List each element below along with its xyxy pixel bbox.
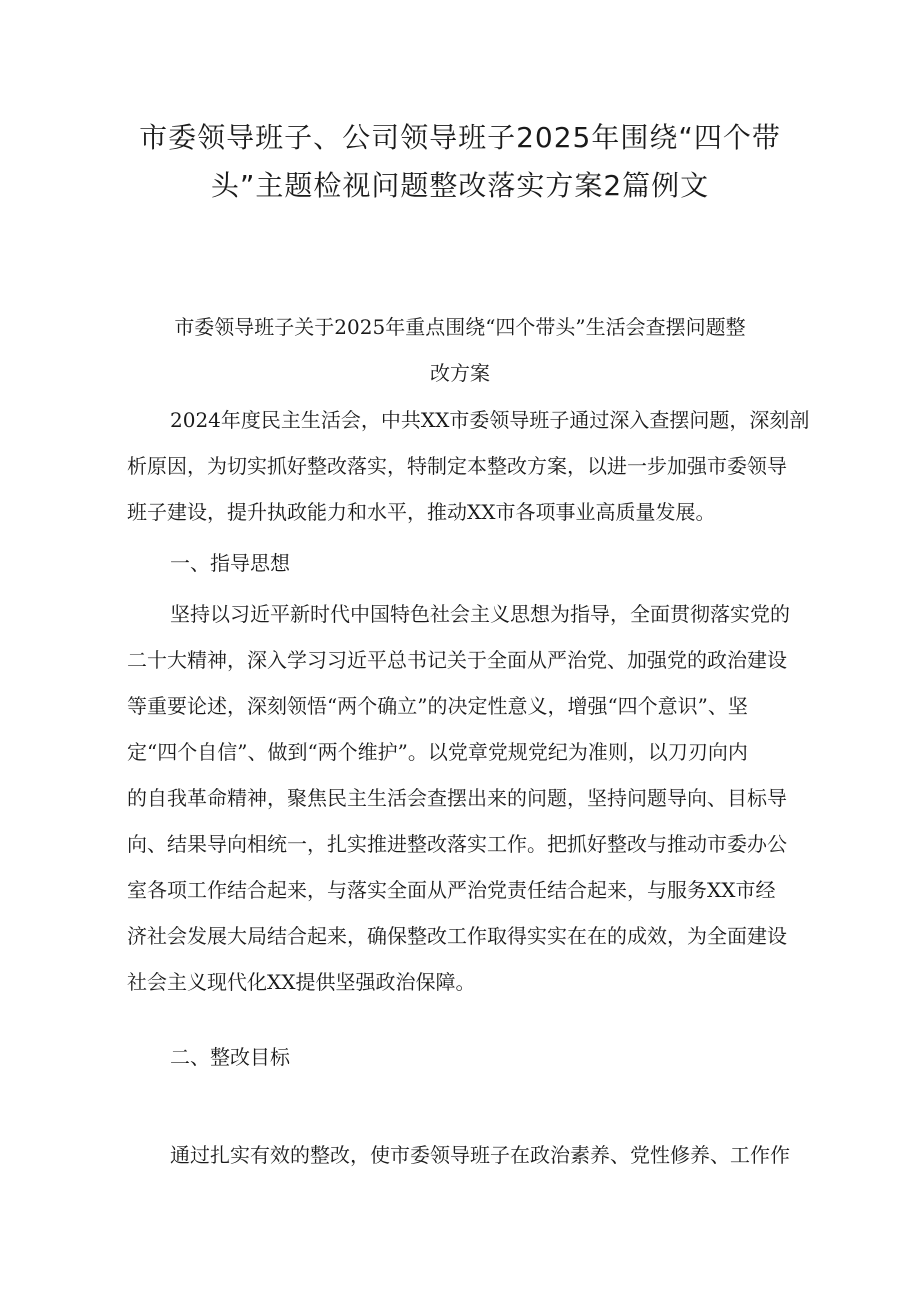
section1-paragraph-line: 坚持以习近平新时代中国特色社会主义思想为指导，全面贯彻落实党的: [170, 602, 790, 626]
section-title-line-1: 市委领导班子关于2025年重点围绕“四个带头”生活会查摆问题整: [174, 315, 746, 339]
section1-paragraph-line: 向、结果导向相统一，扎实推进整改落实工作。把抓好整改与推动市委办公: [127, 832, 787, 856]
intro-paragraph-line: 班子建设，提升执政能力和水平，推动XX市各项事业高质量发展。: [127, 500, 716, 524]
section-title-line-2: 改方案: [430, 361, 490, 385]
section-heading-guiding-thought: 一、指导思想: [170, 551, 290, 575]
section1-paragraph-line: 等重要论述，深刻领悟“两个确立”的决定性意义，增强“四个意识”、坚: [127, 694, 748, 718]
section-heading-rectification-goals: 二、整改目标: [170, 1045, 290, 1069]
intro-paragraph-line: 析原因，为切实抓好整改落实，特制定本整改方案，以进一步加强市委领导: [127, 454, 787, 478]
section1-paragraph-line: 二十大精神，深入学习习近平总书记关于全面从严治党、加强党的政治建设: [127, 648, 787, 672]
section1-paragraph-line: 社会主义现代化XX提供坚强政治保障。: [127, 970, 476, 994]
document-title-line-1: 市委领导班子、公司领导班子2025年围绕“四个带: [139, 121, 781, 154]
document-title-line-2: 头”主题检视问题整改落实方案2篇例文: [210, 169, 710, 202]
section1-paragraph-line: 室各项工作结合起来，与落实全面从严治党责任结合起来，与服务XX市经: [127, 878, 776, 902]
section1-paragraph-line: 定“四个自信”、做到“两个维护”。以党章党规党纪为准则，以刀刃向内: [127, 740, 748, 764]
section1-paragraph-line: 的自我革命精神，聚焦民主生活会查摆出来的问题，坚持问题导向、目标导: [127, 786, 787, 810]
intro-paragraph-line: 2024年度民主生活会，中共XX市委领导班子通过深入查摆问题，深刻剖: [170, 408, 810, 432]
section1-paragraph-line: 济社会发展大局结合起来，确保整改工作取得实实在在的成效，为全面建设: [127, 924, 787, 948]
section2-paragraph-line: 通过扎实有效的整改，使市委领导班子在政治素养、党性修养、工作作: [170, 1143, 790, 1167]
